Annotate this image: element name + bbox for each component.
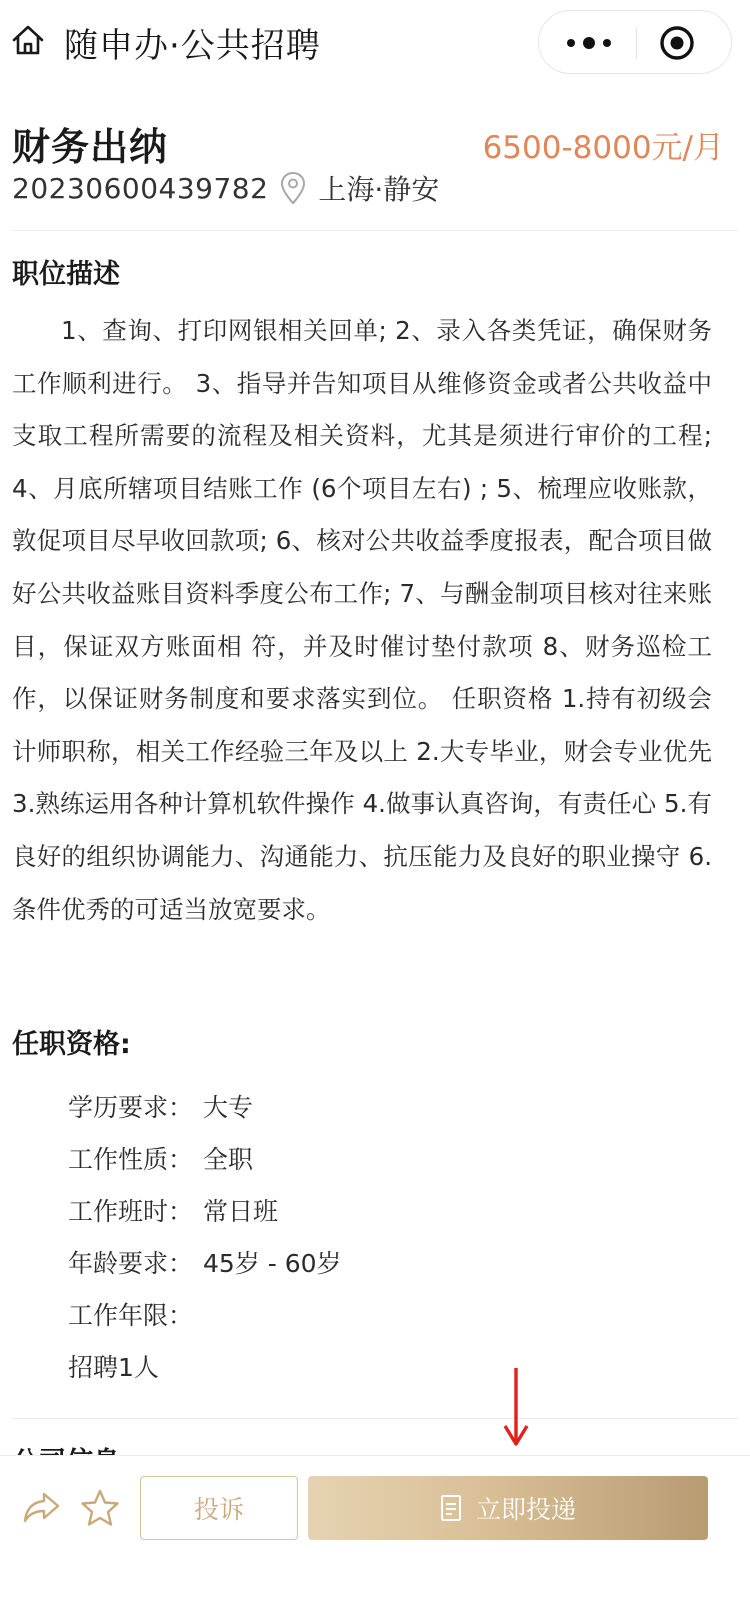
app-title: 随申办·公共招聘 [64, 26, 321, 66]
complain-button[interactable] [140, 1476, 298, 1540]
job-description-text: 1、查询、打印网银相关回单; 2、录入各类凭证，确保财务工作顺利进行。 3、指导并告知项目从维修资金或者公共收益中支取工程所需要的流程及相关资料，尤其是须进行审价的工程; 4、月底所辖项目结账工作 (6个项目左右) ; 5、梳理应收账款，敦促项目尽早收回款项; 6、核对公共收益季度报表，配合项目做好公共收益账目资料季度公布工作; 7、与酬金制项目核对往来账目，保证双方账面相 符，并及时催讨垫付款项 8、财务巡检工作，以保证财务制度和要求落实到位。 任职资格 1.持有初级会计师职称，相关工作经验三年及以上 2.大专毕业，财会专业优先 3.熟练运用各种计算机软件操作 4.做事认真咨询，有责任心 5.有良好的组织协调能力、沟通能力、抗压能力及良好的职业操守 6.条件优秀的可适当放宽要求。 [12, 316, 712, 924]
document-icon [440, 1494, 462, 1522]
requirement-experience [68, 1288, 342, 1340]
requirement-label: 工作年限： [68, 1301, 194, 1330]
divider [12, 230, 738, 231]
requirement-label: 招聘1人 [68, 1353, 159, 1382]
location-pin-icon [280, 171, 306, 205]
requirement-value: 45岁 - 60岁 [203, 1249, 342, 1278]
mini-program-capsule [538, 10, 732, 74]
requirement-education [68, 1080, 342, 1132]
requirement-shift [68, 1184, 342, 1236]
requirement-value: 全职 [203, 1145, 254, 1174]
capsule-divider [636, 27, 637, 59]
salary: 6500-8000元/月 [482, 130, 724, 166]
job-meta-row [12, 168, 439, 208]
description-section-title: 职位描述 [12, 259, 120, 290]
apply-now-label: 立即投递 [475, 1495, 576, 1524]
share-icon[interactable] [22, 1490, 62, 1526]
requirement-value: 常日班 [203, 1197, 279, 1226]
requirement-age [68, 1236, 342, 1288]
requirement-label: 学历要求： [68, 1093, 194, 1122]
job-title: 财务出纳 [12, 125, 169, 169]
bottom-action-bar [0, 1455, 750, 1616]
requirement-job-type [68, 1132, 342, 1184]
requirement-label: 工作性质： [68, 1145, 194, 1174]
job-location: 上海·静安 [318, 173, 440, 206]
top-nav-bar [0, 0, 750, 86]
target-icon[interactable] [657, 23, 697, 63]
star-icon[interactable] [80, 1488, 120, 1528]
annotation-arrow-icon [503, 1366, 529, 1448]
requirements-list [68, 1080, 342, 1392]
requirement-label: 工作班时： [68, 1197, 194, 1226]
requirements-section-title: 任职资格: [12, 1029, 131, 1060]
apply-now-button[interactable] [308, 1476, 708, 1540]
job-id: 20230600439782 [12, 171, 269, 205]
more-dots-icon[interactable] [561, 27, 617, 59]
requirement-value: 大专 [203, 1093, 254, 1122]
requirement-headcount [68, 1340, 342, 1392]
requirement-label: 年龄要求： [68, 1249, 194, 1278]
complain-button-label: 投诉 [193, 1495, 244, 1524]
divider [12, 1418, 738, 1419]
home-icon[interactable] [10, 22, 46, 58]
